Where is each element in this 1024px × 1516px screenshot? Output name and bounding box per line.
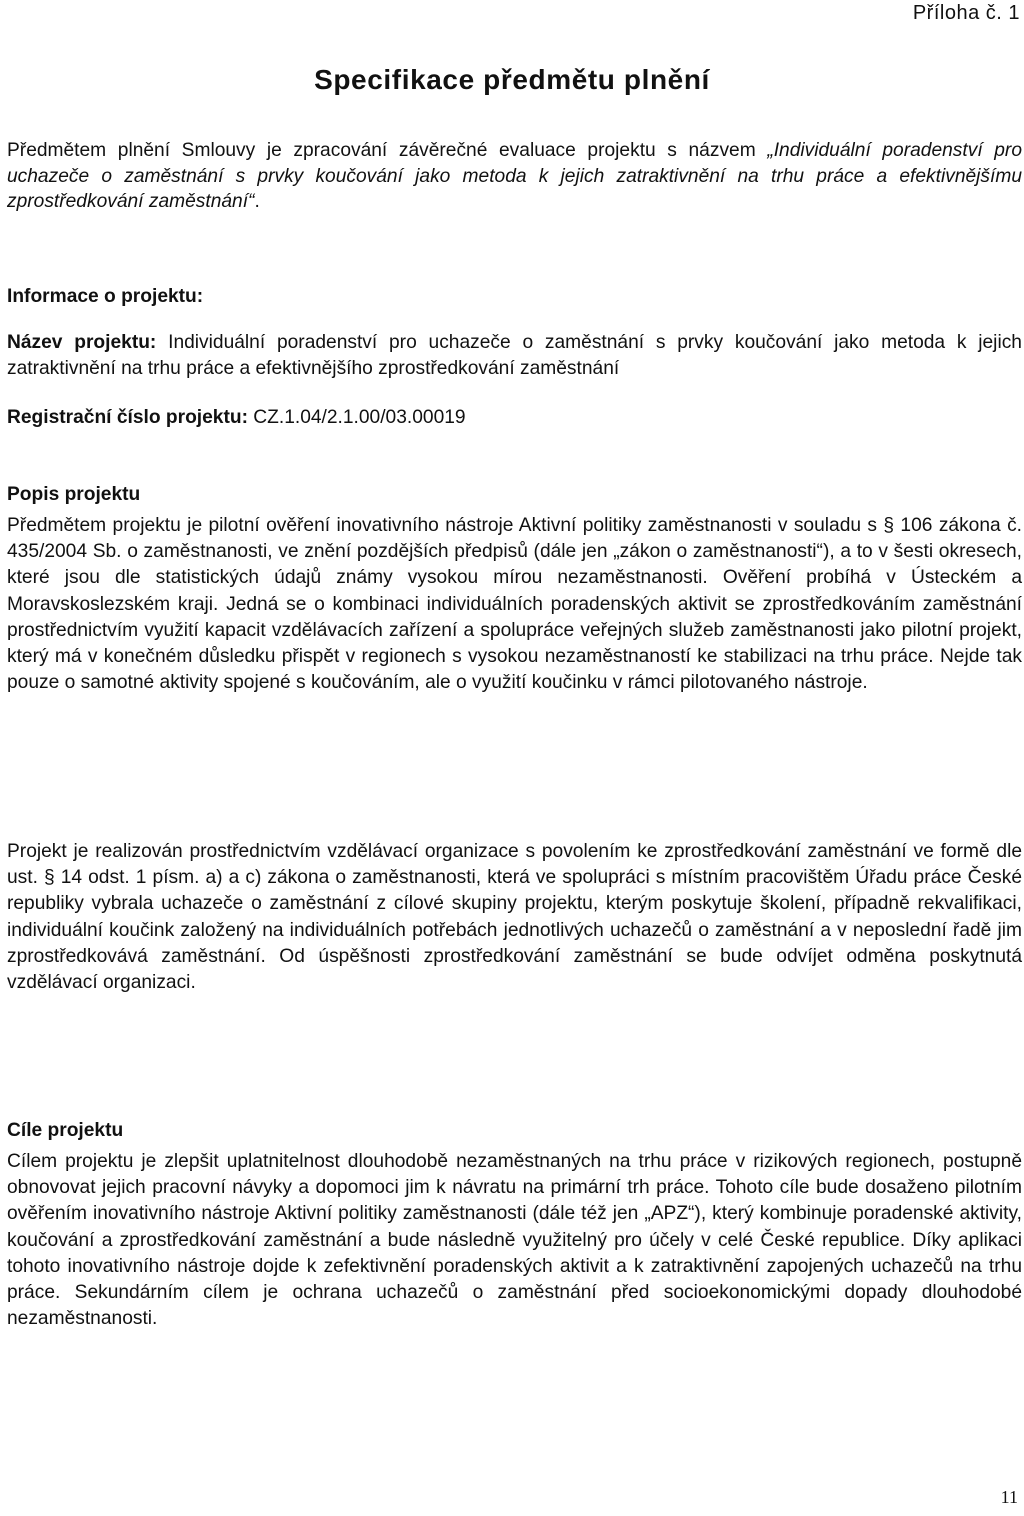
page-number: 11 [1000,1487,1018,1507]
description-paragraph-2: Projekt je realizován prostřednictvím vzdělávací organizace s povolením ke zprostředkování zaměstnání ve formě dle ust. § 14 odst. 1 písm. a) a c) zákona o zaměstnanosti, která ve spolupráci s místním pracovištěm Úřadu práce České republiky vybrala uchazeče o zaměstnání z cílové skupiny projektu, kterým poskytuje školení, případně rekvalifikaci, individuální koučink založený na individuálních potřebách jednotlivých uchazečů o zaměstnání a v neposlední řadě jim zprostředkovává zaměstnání. Od úspěšnosti zprostředkování zaměstnání se bude odvíjet odměna poskytnutá vzdělávací organizaci. [7,841,1022,994]
document-title: Specifikace předmětu plnění [314,64,710,95]
intro-paragraph [7,138,1022,215]
description-paragraph-1: Předmětem projektu je pilotní ověření inovativního nástroje Aktivní politiky zaměstnanosti v souladu s § 106 zákona č. 435/2004 Sb. o zaměstnanosti, ve znění pozdějších předpisů (dále jen „zákon o zaměstnanosti“), a to v šesti okresech, které jsou dle statistických údajů známy vysokou mírou nezaměstnanosti. Ověření probíhá v Ústeckém a Moravskoslezském kraji. Jedná se o kombinaci individuálních poradenských aktivit se zprostředkováním zaměstnání prostřednictvím využití kapacit vzdělávacích zařízení a spolupráce veřejných služeb zaměstnanosti jako pilotní projekt, který má v konečném důsledku přispět v regionech s vysokou nezaměstnaností ke stabilizaci na trhu práce. Nejde tak pouze o samotné aktivity spojené s koučováním, ale o využití koučinku v rámci pilotovaného nástroje. [7,515,1022,694]
intro-project-name: „Individuální poradenství pro uchazeče o zaměstnání s prvky koučování jako metoda k jejich zatraktivnění na trhu práce a efektivnějšímu zprostředkování zaměstnání“ [7,140,1022,212]
intro-prefix: Předmětem plnění Smlouvy je zpracování závěrečné evaluace projektu s názvem [7,140,768,161]
goals-heading: Cíle projektu [7,1120,124,1141]
description-heading: Popis projektu [7,484,141,505]
registration-label: Registrační číslo projektu: [7,407,248,428]
registration-value: CZ.1.04/2.1.00/03.00019 [247,407,466,428]
annex-label: Příloha č. 1 [912,2,1020,24]
project-name-paragraph [7,330,1022,381]
project-info-heading: Informace o projektu: [7,286,204,307]
project-name-value: Individuální poradenství pro uchazeče o zaměstnání s prvky koučování jako metoda k jejich zatraktivnění na trhu práce a efektivnějšího zprostředkování zaměstnání [7,332,1022,379]
registration-line [7,405,1022,431]
intro-suffix: . [254,191,260,212]
project-name-label: Název projektu: [7,332,157,353]
goals-paragraph: Cílem projektu je zlepšit uplatnitelnost dlouhodobě nezaměstnaných na trhu práce v rizikových regionech, postupně obnovovat jejich pracovní návyky a dopomoci jim k návratu na primární trh práce. Tohoto cíle bude dosaženo pilotním ověřením inovativního nástroje Aktivní politiky zaměstnanosti (dále též jen „APZ“), který kombinuje poradenské aktivity, koučování a zprostředkování zaměstnání a bude následně využitelný pro účely v celé České republice. Díky aplikaci tohoto inovativního nástroje dojde k zefektivnění poradenských aktivit a k zatraktivnění zapojených uchazečů na trhu práce. Sekundárním cílem je ochrana uchazečů o zaměstnání před socioekonomickými dopady dlouhodobé nezaměstnanosti. [7,1151,1022,1330]
